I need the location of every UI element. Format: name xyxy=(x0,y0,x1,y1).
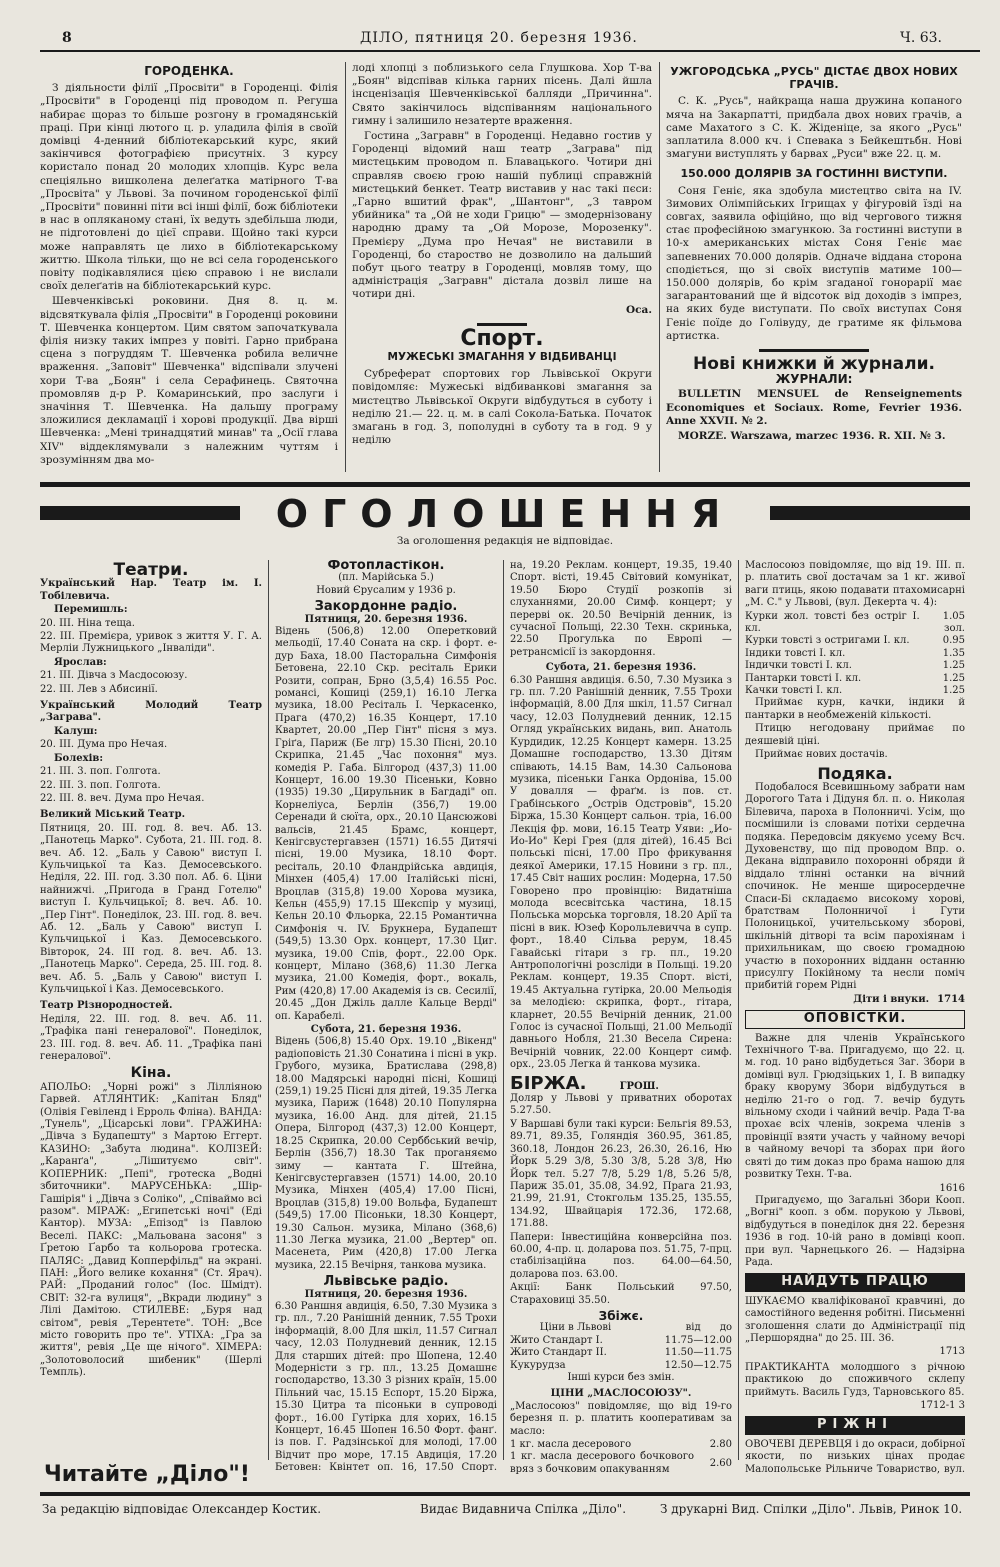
theatre-name: Великий Міський Театр. xyxy=(40,809,186,821)
theatre-name: Український Нар. Театр ім. І. Тобілевича. xyxy=(40,578,262,602)
table-row: Жито Стандарт ІІ. 11.50—11.75 xyxy=(510,1347,732,1359)
exchange-text: У Варшаві були такі курси: Бельгія 89.53, 89.71, 89.35, Голяндія 360.95, 361.85, 360.18, Лондон 26.23, 26.30, 26.16, Ню Йорк 5.29 3/8, 5.30 3/8, 5.28 3/8, Ню Йорк тел. 5.27 7/8, 5.29 1/8, 5.26 5/8, Париж 35.01, 35.08, 34.92, Прага 21.93, 21.99, 21.91, Стокгольм 135.25, 135.55, 134.92, Швайцарія 172.36, 172.68, 171.88. xyxy=(510,1118,732,1230)
jobs-title: НАЙДУТЬ ПРАЦЮ xyxy=(745,1273,965,1291)
cinema-title: Кіна. xyxy=(130,1065,172,1082)
exchange-text: Акції: Банк Польський 97.50, Стараховиці 35.50. xyxy=(510,1282,732,1306)
exchange-text: Папери: Інвестиційна конверсійна поз. 60.00, 4-пр. ц. доларова поз. 51.75, 7-прц. стабілізаційна поз. 64.00—64.50, доларова поз. 63.00. xyxy=(510,1231,732,1280)
footer-printer: З друкарні Вид. Спілки „Діло". Львів, Ринок 10. xyxy=(660,1502,963,1516)
gratitude-title: Подяка. xyxy=(817,763,893,783)
gratitude-footer xyxy=(745,994,965,1006)
grain-title: Збіжє. xyxy=(598,1308,644,1323)
notice-text: Важне для членів Українського Технічного Т-ва. Пригадуємо, що 22. ц. м. год. 10 рано відбудеться Заг. Збори в домівці вул. Грюдзіцьких 1, І. В випадку браку кворуму Збори відбудуться в неділю 21-го о год. 7. вечір будуть вільному сходи і чайний вечір. Рада Т-ва прохає всіх членів, зокрема членів з провінції взяти участь у чайному вечорі в чайному вечорі та зборах при його святі до тим доказ про брама нашою для розвитку Техн. Т-ва. xyxy=(745,1032,965,1181)
column-divider xyxy=(345,62,346,472)
ad-number: 1616 xyxy=(939,1182,965,1194)
schedule-text: Пятниця, 20. III. год. 8. веч. Аб. 13. „Панотець Марко". Субота, 21. III. год. 8. веч. Аб. 12. „Баль у Савою" виступ І. Кульчицької та Каз. Демосевського. Неділя, 22. III. год. 3.30 пол. Аб. 6. Ціни найнижчі. „Пригода в Гранд Готелю" виступ І. Кульчицької; 8. веч. Аб. 10. „Пер Гінт". Понеділок, 23. III. год. 8. веч. Аб. 12. „Баль у Савою" виступ І. Кульчицької і Каз. Демосевського. Вівторок, 24. III год. 8. веч. Аб. 13. „Панотець Марко". Середа, 25. III. год. 8. веч. Аб. 5. „Баль у Савою" виступ І. Кульчицької і Каз. Демосевського. xyxy=(40,822,262,995)
table-row: Індички товсті І. кл. 1.25 xyxy=(745,660,965,672)
article-paragraph: Гостина „Загравн" в Городенці. Недавно гостив у Городенці відомий наш театр „Заграва" під мистецьким проводом п. Блавацького. Чотири дні справляв своєю грою нашій публиці справжній мистецький бенкет. Театр виставив у нас такі пєси: „Гарно вшитий фрак", „Шантонг", „З тавром убийника" та „Ой не ходи Грицю" — змодернізовану народню драму та „Ой Морозе, Морозенку". Премієру „Дума про Нечая" не виставили в Городенці, бо староство не дозволило на дальший побут цього театру в Городенці, мовляв тому, що адміністрація „Загравн" дістала дозвіл лише на чотири дні. xyxy=(352,130,652,301)
table-row: 1 кг. масла десерового бочкового вряз з бочковим опакуванням 2.60 xyxy=(510,1451,732,1475)
ads-banner-title: ОГОЛОШЕННЯ xyxy=(275,492,735,536)
foto-title: Фотопластікон. xyxy=(327,560,445,573)
short-rule xyxy=(759,349,869,352)
schedule-line: 22. III. Премієра, уривок з життя У. Г. А. Мерліи Лужницького „Інваліди". xyxy=(40,631,262,655)
table-cell: Ціни в Львові xyxy=(539,1322,612,1334)
article-paragraph: лоді хлопці з поблизького села Глушкова. Хор Т-ва „Боян" відспівав кілька гарних пісень. Далі йшла інсценізація Шевченківської балляди „Причинна". Свято закінчилось відспіванням національного гимну і залишило незатерте враження. xyxy=(352,62,652,127)
sport-title: Спорт. xyxy=(460,325,544,351)
sport-subtitle: МУЖЕСЬКІ ЗМАГАННЯ У ВІДБИВАНЦІ xyxy=(387,351,617,364)
ads-column-theatres xyxy=(40,556,262,1471)
footer-editor: За редакцію відповідає Олександер Костик. xyxy=(42,1502,322,1516)
grain-note: Інші курси без змін. xyxy=(567,1372,675,1383)
foto-address: (пл. Марійська 5.) xyxy=(338,572,434,584)
column-gostyna xyxy=(352,62,652,472)
radio-programme: 6.30 Раншня авдиція. 6.50, 7.30 Музика з гр. пл. 7.20 Ранішній денник, 7.55 Трохи інформацій, 8.00 Для шкіл, 11.57 Сигнал часу, 12.03 Полудневий денник, 12.15 Огляд українських видань, вип. Анатоль Курдидик, 12.25 Концерт камерн. 13.25 Домашне господарство, 13.30 Дітям співають, 14.15 Вам, 14.30 Сальонова музика, пісеньки Ганка Ордоніва, 15.00 У довалля — фраґм. із пов. ст. Грабінського „Острів Одстровів", 15.20 Біржа, 15.30 Концерт сальон. тріа, 16.00 Лекція фр. мови, 16.15 Театр Уяви: „Ио-Ио-Ио" Кері Грея (для дітей), 16.45 Всі польські пісні, 17.00 Про фрикування деякої Америки, 17.15 Новини з гр. пл., 17.45 Світ наших рослин: Модерна, 17.50 Говорено про провінцію: Видатніша молода всесвітська частина, 18.15 Польська морська торговля, 18.20 Арії та пісні в вик. Юзеф Корольлевичча в супр. форт., 18.40 Сільва рерум, 18.45 Гавайські гітари з гр. пл., 19.20 Антропологічні розсліди в Польщі. 19.20 Реклам. концерт, 19.35 Спорт. вісті, 19.45 Актуальна гутірка, 20.00 Мельодія за мелодією: скрипка, форт., гітара, кларнет, 20.55 Вечірній денник, 21.00 Голос із сучасної Польщі, 21.00 Мельодії давнього Нобля, 21.30 Весела Сирена: Вечірній човник, 22.00 Концерт симф. орх., 23.05 Легка й танкова музика. xyxy=(510,674,732,1071)
radio-date: Субота, 21. березня 1936. xyxy=(545,662,697,674)
theatres-title: Театри. xyxy=(113,560,189,580)
schedule-line: 22. III. 8. веч. Дума про Нечая. xyxy=(40,792,205,804)
table-row: 1 кг. масла десерового 2.80 xyxy=(510,1439,732,1451)
footer-publisher: Видає Видавнича Спілка „Діло". xyxy=(420,1502,627,1516)
butter-table xyxy=(510,1439,732,1475)
journals-label: ЖУРНАЛИ: xyxy=(775,372,853,387)
ad-number: 1713 xyxy=(939,1346,965,1358)
table-row: Індики товсті І. кл. 1.35 xyxy=(745,647,965,659)
table-header-row xyxy=(510,1322,732,1334)
gratitude-text: Подобалося Всевишньому забрати нам Дорогого Тата і Дідуня бл. п. о. Николая Білевича, пароха в Полонничі. Усім, що посмішили із словами потіхи сердечна подяка. Передовсім дякуємо усему Всч. Духовенству, що під проводом Впр. о. Декана відправило похоронні обряди й віддало тлінні останки на вічний спочинок. Не менше щиросердечне Спаси-Бі складаємо високому хорові, братствам Полонничої і Гути Полоницької, учительському зборові, шкільній дітворі та всім парохіянам і прихильникам, що своєю громадною участю в похоронних відданн останню присулгу Покійному та несли поміч прибитій горем Рідні xyxy=(745,781,965,992)
issue-number: Ч. 63. xyxy=(900,30,942,46)
table-cell: від до xyxy=(685,1322,732,1334)
schedule-line: Ярослав: xyxy=(54,656,107,668)
theatre-name: Театр Різнородностей. xyxy=(40,1000,173,1012)
job-ad: ПРАКТИКАНТА молодшого з річною практикою до споживчого склепу приймуть. Василь Гудз, Тарновського 85. xyxy=(745,1361,965,1398)
books-title: Нові книжки й журнали. xyxy=(693,354,935,375)
job-ad: ШУКАЄМО кваліфікованої кравчині, до самостійного ведення робітні. Письменні зголошення слати до Адміністрації під „Першорядна" до 25. III. 36. xyxy=(745,1295,965,1344)
table-row: Жито Стандарт І. 11.75—12.00 xyxy=(510,1334,732,1346)
maslosoyuz-text: „Маслосоюз" повідомляє, що від 19-го березня п. р. платить кооперативам за масло: xyxy=(510,1400,732,1437)
cinema-list: АПОЛЬО: „Чорні рожі" з Лілліяною Гарвей. АТЛЯНТИК: „Капітан Бляд" (Олівія Гевіленд і Ерроль Фліна). ВАНДА: „Тунель", „Цісарські лови". ГРАЖИНА: „Дівча з Будапешту" з Мартою Еггерт. КАЗИНО: „Забута людина". КОЛІЗЕЙ: „Каранґа", „Лішитуємо світ". КОПЕРНИК: „Пепі", гротеска „Водні збиточники". МАРУСЕНЬКА: „Шір-Гашірія" і „Дівча з Соліко", „Співаймо всі разом". МІРАЖ: „Египетські ночі" (Еді Кантор). МУЗА: „Епізод" із Павлою Веселі. ПАКС: „Мальована засоня" з Ґретою Ґарбо та кольорова гротеска. ПАЛЯС: „Давид Копперфільд" на экрані. ПАН: „Його велике кохання" (Ст. Ярач). РАЙ: „Проданий голос" (Іос. Шмідт). СВІТ: 32-га вулиця", „Вкради людину" з Лілі Дамітою. СТИЛЕВЕ: „Буря над світом", ревія „Терентете". ТОН: „Все місто говорить про те". УТІХА: „Гра за життя", ревія „Це ще нічого". ХІМЕРА: „Золотоволосий шибеник" (Шерлі Темпль). xyxy=(40,1081,262,1379)
radio-programme: Відень (506,8) 15.40 Орх. 19.10 „Вікенд" радіоповість 21.30 Сонатина і пісні в укр. Грубого, музика, Братислава (298,8) 18.00 Мадярські народні пісні, Кошиці (259,1) 19.25 Пісні для дітей, 19.35 Легка музика, Париж (1648) 20.10 Популярна музика, 16.00 Анд. для дітей, 21.15 Опера, Білгород (437,3) 12.00 Концерт, 18.25 Скрипка, 20.00 Серббський вечір, Берлін (356,7) 18.30 Так проганяємо зиму — кантата Г. Штейна, Кенігсвустергавзен (1571) 14.00, 20.10 Музика, Мінхен (405,4) 17.00 Пісні, Вроцлав (315,8) 19.00 Вольфа, Будапешт (549,5) 17.00 Пісоньки, 18.30 Концерт, 19.30 Сальон. музика, Мілано (368,6) 11.30 Легка музика, 21.00 „Вертер" оп. Масенета, Рим (420,8) 17.00 Легка музика, 22.15 Вечірня, танкова музика. xyxy=(275,1036,497,1271)
article-paragraph: Шевченківські роковини. Дня 8. ц. м. відсвяткувала філія „Просвіти" в Городенці роковини Т. Шевченка концертом. Цим святом започаткувала філія низку таких імпрез у повіті. Гарно прибрана сцена з погруддям Т. Шевченка робила величне враження. „Заповіт" Шевченка" відспівали злучені хори Т-ва „Боян" і села Серафинець. Святочна промовляв д-р Р. Комаринський, про заслуги і значіння Т. Шевченка. На дальшу програму зложилися декламації і хорові продукції. Два вірші Шевченка: „Мені тринадцятий минав" та „Осії глава XIV" віддеклямували з належним чуттям і зрозумінням два мо- xyxy=(40,295,338,466)
foto-show: Новий Єрусалим у 1936 р. xyxy=(316,584,456,596)
column-divider xyxy=(659,62,660,472)
banner-rule-top xyxy=(40,482,970,487)
lviv-radio-title: Львівське радіо. xyxy=(323,1274,449,1290)
misc-title: РІЖНІ xyxy=(745,1416,965,1434)
schedule-line: Болехів: xyxy=(54,752,104,764)
schedule-line: 22. III. 3. поп. Голгота. xyxy=(40,779,161,791)
ad-number: 1714 xyxy=(937,993,965,1005)
theatre-name: Український Молодий Театр „Заграва". xyxy=(40,700,262,724)
column-divider xyxy=(268,560,269,1460)
article-paragraph: Субреферат спортових гор Львівської Округи повідомляє: Мужеські відбиванкові змагання за мистецтво Львівської Округи відбудуться в суботу і неділю 21.— 22. ц. м. в салі Сокола-Батька. Початок змагань в год. 3, пополудні в суботу та в год. 9 у неділю xyxy=(352,368,652,447)
radio-date: Пятниця, 20. березня 1936. xyxy=(304,613,468,625)
journal-entry: MORZE. Warszawa, marzec 1936. R. XII. № 3. xyxy=(678,430,946,443)
grain-table xyxy=(510,1322,732,1372)
column-gorodenka xyxy=(40,62,338,472)
foreign-radio-title: Закордонне радіо. xyxy=(314,599,458,615)
radio-date: Субота, 21. березня 1936. xyxy=(310,1024,462,1036)
radio-date: Пятниця, 20. березня 1936. xyxy=(304,1288,468,1300)
page-number: 8 xyxy=(62,30,72,46)
column-sport-news xyxy=(666,62,962,472)
genie-title: 150.000 ДОЛЯРІВ ЗА ГОСТИННІ ВИСТУПИ. xyxy=(680,167,948,181)
ads-column-exchange xyxy=(510,560,732,1475)
schedule-line: 21. III. 3. поп. Голгота. xyxy=(40,766,161,778)
column-divider xyxy=(503,560,504,1460)
notices-title: ОПОВІСТКИ. xyxy=(745,1010,965,1028)
maslosoyuz-title: ЦІНИ „МАСЛОСОЮЗУ". xyxy=(550,1388,692,1400)
exchange-title: БІРЖА. xyxy=(510,1072,587,1094)
column-divider xyxy=(738,560,739,1460)
schedule-line: Калуш: xyxy=(54,725,98,737)
table-row: Качки товсті І. кл. 1.25 xyxy=(745,685,965,697)
exchange-header xyxy=(510,1072,732,1094)
schedule-line: Перемишль: xyxy=(54,604,128,616)
table-row: Курки жол. товсті без остріг І. кл. 1.05 зол. xyxy=(745,610,965,635)
banner-rule-left xyxy=(40,506,240,520)
article-paragraph: З діяльности філії „Просвіти" в Городенці. Філія „Просвіти" в Городенці під проводом п. Регуша набирає щораз то більше розгону в громадянській праці. При кінці лютого ц. р. уладила філія в своїй домівці 4-денний бібліотекарський курс, який закінчився фотографією присутніх. З курсу користало понад 20 молодих хлопців. Курс вела спеціяльно вишколена делеґатка матірного Т-ва „Просвіта" у Львові. За почином городенської філії „Просвіти" повинні піти всі інші філії, бож бібліотеки в нас в опляканому стані, їх ведуть здебільша люди, не підготовлені до цієї справи. Щойно такі курси може направлять це лихо в бібліотекарському життю. Школа тільки, що не всі села городенського повіту подікавлялися цією справою і не вислали своїх делеґатів на бібліотекарський курс. xyxy=(40,82,338,293)
ads-column-notices xyxy=(745,560,965,1475)
bottom-rule xyxy=(40,1492,970,1496)
exchange-text: Доляр у Львові у приватних оборотах 5.27.50. xyxy=(510,1093,732,1117)
schedule-line: 22. III. Лев з Абисинії. xyxy=(40,683,158,695)
ads-note: За оголошення редакція не відповідає. xyxy=(396,535,614,547)
banner-rule-right xyxy=(770,506,970,520)
read-dilo-slogan: Читайте „Діло"! xyxy=(44,1462,250,1487)
misc-ad: ОВОЧЕВІ ДЕРЕВЦЯ і до окраси, добірної якости, по низьких цінах продає Малопольське Рільниче Товариство, вул. xyxy=(745,1438,965,1475)
radio-programme: 6.30 Раншня авдиція, 6.50, 7.30 Музика з гр. пл., 7.20 Ранішній денник, 7.55 Трохи інформацій, 8.00 Для шкіл, 11.57 Сигнал часу, 12.03 Полудневий денник, 12.15 Для старших дітей: про Шопена, 12.40 Модерністи з гр. пл., 13.25 Домашнє господарство, 13.30 3 різних країн, 15.00 Пільний час, 15.15 Еспорт, 15.20 Біржа, 15.30 Цитра та пісоньки в супроводі форт., 16.00 Гутірка для хорих, 16.15 Концерт, 16.45 Шопен 16.50 Форт. фанґ. із пов. Г. Радзінської для молоді, 17.00 Відчит про море, 17.15 Авдиція, 17.20 Бетовен: Квінтет оп. 16, 17.50 Спорт. xyxy=(275,1300,497,1474)
header-rule xyxy=(40,50,980,52)
schedule-line: 20. III. Ніна теща. xyxy=(40,617,135,629)
schedule-line: 21. III. Дівча з Масдосоюзу. xyxy=(40,670,188,682)
poultry-note: Приймає курн, качки, індики й пантарки в необмеженій кількості. xyxy=(745,697,965,721)
poultry-table xyxy=(745,611,965,698)
radio-programme: на, 19.20 Реклам. концерт, 19.35, 19.40 Спорт. вісті, 19.45 Світовий комунікат, 19.50 Бюро Студії розкопів зі слуханнями, 20.00 Симф. концерт; у перерві ок. 20.50 Вечірній денник, із сучасної Польщі, 22.30 Техн. скринька, 22.50 Прогулька по Европі — ретрансмісії із закордоння. xyxy=(510,560,732,658)
journal-entry: BULLETIN MENSUEL de Renseignements Economiques et Sociaux. Rome, Fevrier 1936. Anne XXVII. № 2. xyxy=(666,388,962,427)
rus-title: УЖГОРОДСЬКА „РУСЬ" ДІСТАЄ ДВОХ НОВИХ ГРАЧІВ. xyxy=(670,65,958,92)
ad-number: 1712-1 3 xyxy=(920,1400,965,1411)
notice-text: Пригадуємо, що Загальні Збори Кооп. „Вогні" кооп. з обм. порукою у Львові, відбудуться в понеділок дня 22. березня 1936 в год. 10-ій рано в домівці кооп. при вул. Чарнецького 26. — Надзірна Рада. xyxy=(745,1194,965,1268)
gratitude-signature: Діти і внуки. xyxy=(853,993,930,1005)
gorodenka-title: ГОРОДЕНКА. xyxy=(144,64,234,78)
schedule-line: 20. III. Дума про Нечая. xyxy=(40,739,168,751)
money-subtitle: ГРОШ. xyxy=(619,1080,659,1092)
table-row: Курки товсті з остригами І. кл. 0.95 xyxy=(745,635,965,647)
poultry-text: Маслосоюз повідомляє, що від 19. ІІІ. п. р. платить свої достачам за 1 кг. живої ваги птиць, якою подавати птахомисарні „М. С." у Львові, (вул. Декерта ч. 4): xyxy=(745,560,965,609)
table-row: Кукурудза 12.50—12.75 xyxy=(510,1359,732,1371)
article-signature: Оса. xyxy=(626,303,652,316)
article-paragraph: С. К. „Русь", найкраща наша дружина копаного мяча на Закарпатті, придбала двох нових грачів, а саме Махатого з С. К. Жіденіце, за якого „Русь" заплатила 8.000 кч. і Спевака з Бейкештьбн. Нові змагуни виступлять у барвах „Руси" вже 22. ц. м. xyxy=(666,95,962,161)
ads-column-radio xyxy=(275,560,497,1475)
poultry-note: Приймає нових достачів. xyxy=(755,749,888,761)
radio-programme: Відень (506,8) 12.00 Оперетковий мельодії, 17.40 Соната на скр. і форт. е-дур Баха, 18.00 Пасторальна Симфонія Бетовена, 22.10 Скр. ресіталь Ерики Розити, сопран, Брно (3,5,4) 16.55 Рос. романсі, Кошиці (259,1) 16.10 Легка музика, 18.00 Ресіталь І. Черкасенко, Прага (470,2) 16.35 Концерт, 17.10 Квартет, 20.00 „Пер Гінт" пісня з муз. Гріґа, Париж (Бе лгр) 15.30 Пісні, 20.10 Скрипка, 21.45 „Час похоння" муз. комедія Р. Габа. Білгород (437,3) 11.00 Концерт, 16.00 19.30 Пісеньки, Ковно (1935) 19.30 „Цирульник в Багдаді" оп. Корнеліуса, Берлін (356,7) 19.00 Серенади й сюїта, орх., 20.10 Цансюжові вальсів, 21.45 Брамс, концерт, Кенігсвустергавзен (1571) 16.55 Дитячі пісні, 19.00 Музика, 18.10 Форт. ресіталь, 20.10 Фландрійська авдиція, Мінхен (405,4) 17.00 Італійські пісні, Вроцлав (315,8) 19.00 Хорова музика, Кельн (455,9) 17.15 Шекспір у музиці, Кельн 20.10 Фльорка, 22.15 Романтична Симфонія ч. IV. Брукнера, Будапешт (549,5) 13.30 Орх. концерт, 17.30 Циг. музика, 19.00 Спів, форт., 22.00 Орк. концерт, Мілано (368,6) 11.30 Легка музика, 21.00 Комедія, форт., вокаль, Рим (420,8) 17.00 Академія із св. Сесилії, 20.45 „Дон Джіль далле Кальце Верді" оп. Карабелі. xyxy=(275,626,497,1022)
table-row: Пантарки товсті І. кл. 1.25 xyxy=(745,672,965,684)
poultry-note: Птицю негодовану приймає по деяшевій ціні. xyxy=(745,723,965,747)
masthead: ДІЛО, пятниця 20. березня 1936. xyxy=(360,30,638,46)
article-paragraph: Соня Геніє, яка здобула мистецтво світа на IV. Зимових Олімпійських Ігрищах у фігуровій їзді на совгах, заявила офіційно, що від чергового тижня стає професійною змагункою. За гостинні виступи в 10-х американських містах Соня Геніє має запевнених 70.000 долярів. Одначе віддана сторона сподіється, що зі своїх виступів матиме 100—150.000 долярів, бо крім згаданої гонорарії має загарантований ще й відсоток від доходів з імпрез, на яких буде виступати. По своїх виступах Соня Геніє поїде до Голівуду, де гратиме як фільмова артистка. xyxy=(666,184,962,342)
schedule-text: Неділя, 22. III. год. 8. веч. Аб. 11. „Трафіка пані генералової". Понеділок, 23. III. год. 8. веч. Аб. 11. „Трафіка пані генералової". xyxy=(40,1013,262,1063)
